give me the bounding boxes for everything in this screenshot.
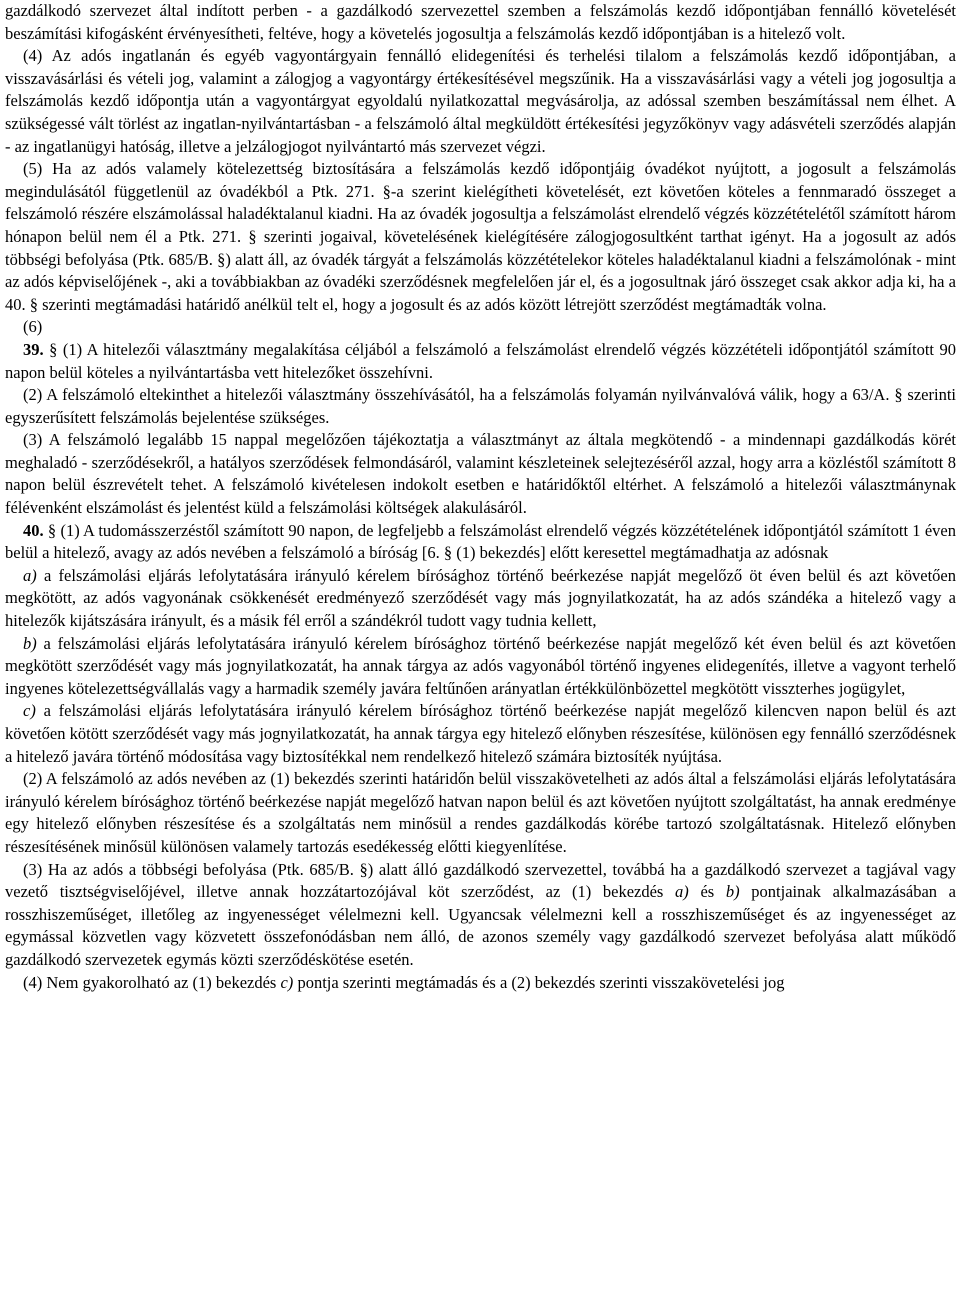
point-a-text: a felszámolási eljárás lefolytatására irányuló kérelem bírósághoz történő beérkezése napját megelőző öt éven belül és azt követően megkötött, az adós vagyonának csökkenését eredményező szerződését vagy más jognyilatkozatát, ha az adós szándéka a hitelező vagy a hitelezők kijátszására irányult, és a másik fél erről a szándékról tudott vagy tudnia kellett, — [5, 565, 956, 631]
section-40-paragraph-2: (2) A felszámoló az adós nevében az (1) bekezdés szerinti határidőn belül visszakövetelheti az adós által a felszámolási eljárás lefolytatására irányuló kérelem bírósághoz történő beérkezése napját megelőző hatvan napon belül és azt követően nyújtott szolgáltatást, ha annak eredménye egy hitelező előnyben részesítése és a szolgáltatás nem minősül a rendes gazdálkodás körébe tartozó szolgáltatásnak. Hitelező előnyben részesítésének minősül különösen valamely tartozás esedékesség előtti kiegyenlítése. — [5, 769, 956, 856]
ref-a-label: a) — [675, 882, 689, 902]
paragraph-3-text-a: (3) Ha az adós a többségi befolyása (Ptk. 685/B. §) alatt álló gazdálkodó szervezettel, továbbá ha a gazdálkodó szervezet a tagjával vagy vezető tisztségviselőjével, illetve annak hozzátartozójával köt szerződést, az (1) bekezdés — [5, 859, 956, 902]
section-number-40: 40. — [23, 520, 44, 540]
section-40-paragraph-4 — [5, 972, 956, 995]
section-39-paragraph-1 — [5, 339, 956, 384]
point-c-label: c) — [23, 701, 36, 721]
paragraph-6: (6) — [23, 317, 43, 337]
section-39-paragraph-3: (3) A felszámoló legalább 15 nappal megelőzően tájékoztatja a választmányt az általa megkötendő - a mindennapi gazdálkodás körét meghaladó - szerződésekről, a hatályos szerződések felmondásáról, valamint készleteinek selejtezéséről azzal, hogy arra a közléstől számított 8 napon belül észrevételt tehet. A felszámoló kivételesen indokolt esetben e határidőktől eltérhet. A felszámoló a hitelezői választmánynak félévenként elszámolást és jelentést küld a felszámolási költségek alakulásáról. — [5, 430, 956, 518]
paragraph-4-text-a: (4) Nem gyakorolható az (1) bekezdés — [23, 972, 281, 992]
point-b-text: a felszámolási eljárás lefolytatására irányuló kérelem bírósághoz történő beérkezése napját megelőző két éven belül és azt követően megkötött szerződését vagy más jognyilatkozatát, ha annak tárgya az adós vagyonából történő ingyenes elidegenítés, illetve a vagyont terhelő ingyenes kötelezettségvállalás vagy a harmadik személy javára feltűnően arányatlan értékkülönbözettel megkötött visszterhes jogügylet, — [5, 633, 956, 698]
paragraph-3-text-c: pontjainak alkalmazásában a rosszhiszeműséget, illetőleg az ingyenességet vélelmezni kell. Ugyancsak vélelmezni kell a rosszhiszeműséget és az ingyenességet az egymással közvetlen vagy közvetett összefonódásban nem álló, de azonos személy vagy gazdálkodó szervezet befolyása alatt működő gazdálkodó szervezetek egymás közti szerződéskötése esetén. — [5, 882, 957, 969]
section-39-text: § (1) A hitelezői választmány megalakítása céljából a felszámoló a felszámolást elrendelő végzés közzétételi időpontjától számított 90 napon belül köteles a nyilvántartásba vett hitelezőket összehívni. — [5, 339, 956, 382]
paragraph-4: (4) Az adós ingatlanán és egyéb vagyontárgyain fennálló elidegenítési és terhelési tilalom a felszámolás kezdő időpontjában, a visszavásárlási és vételi jog, valamint a zálogjog a vagyontárgy értékesítésével megszűnik. Ha a visszavásárlási vagy a vételi jog jogosultja a felszámolás kezdő időpontja után a vagyontárgyat egyoldalú nyilatkozattal megvásárolja, az adóssal szemben beszámítással nem élhet. A szükségessé vált törlést az ingatlan-nyilvántartásban - a felszámoló által megküldött értékesítési jegyzőkönyv vagy adásvételi szerződés alapján - az ingatlanügyi hatóság, illetve a jelzálogjogot nyilvántartó más szervezet végzi. — [5, 46, 956, 156]
paragraph-continuation: gazdálkodó szervezet által indított perben - a gazdálkodó szervezettel szemben a felszámolás kezdő időpontjában fennálló követelését beszámítási kifogásként érvényesítheti, feltéve, hogy a követelés jogosultja a felszámolás kezdő időpontjában is a hitelező volt. — [5, 1, 956, 43]
point-c-text: a felszámolási eljárás lefolytatására irányuló kérelem bírósághoz történő beérkezése napját megelőző kilencven napon belül és azt követően kötött szerződését vagy más jognyilatkozatát, ha annak tárgya egy hitelező előnyben részesítése, különösen egy fennálló szerződésnek a hitelező javára történő módosítása vagy biztosítékkal nem rendelkező hitelező számára biztosíték nyújtása. — [5, 701, 956, 766]
paragraph-5: (5) Ha az adós valamely kötelezettség biztosítására a felszámolás kezdő időpontjáig óvadékot nyújtott, a jogosult a felszámolás megindulásától függetlenül az óvadékból a Ptk. 271. §-a szerint kielégítheti követelését, ezt követően köteles a fennmaradó összeget a felszámoló részére elszámolással haladéktalanul kiadni. Ha az óvadék jogosultja a felszámolást elrendelő végzés közzétételétől számított három hónapon belül nem él a Ptk. 271. § szerinti jogaival, követelésének kielégítésére zálogjogosultként tarthat igényt. Ha a jogosult az adós többségi befolyása (Ptk. 685/B. §) alatt áll, az óvadék tárgyát a felszámolás közzétételekor köteles haladéktalanul kiadni a felszámolónak - mint az adós képviselőjének -, aki a továbbiakban az óvadéki szerződésnek megfelelően jár el, és a jogosultnak járó összeget csak akkor adja ki, ha a 40. § szerinti megtámadási határidő anélkül telt el, hogy a jogosult és az adós között létrejött szerződést megtámadták volna. — [5, 159, 956, 314]
point-b-label: b) — [23, 633, 37, 653]
point-b — [5, 633, 956, 701]
point-a — [5, 565, 956, 633]
paragraph-4-text-b: pontja szerinti megtámadás és a (2) bekezdés szerinti visszakövetelési jog — [293, 972, 785, 992]
section-40-paragraph-1 — [5, 520, 956, 565]
point-c — [5, 700, 956, 768]
section-40-paragraph-3 — [5, 859, 956, 972]
section-39-paragraph-2: (2) A felszámoló eltekinthet a hitelezői választmány összehívásától, ha a felszámolás folyamán nyilvánvalóvá válik, hogy a 63/A. § szerinti egyszerűsített felszámolás bejelentése szükséges. — [5, 385, 956, 427]
point-a-label: a) — [23, 565, 37, 585]
section-40-text: § (1) A tudomásszerzéstől számított 90 napon, de legfeljebb a felszámolást elrendelő végzés közzétételének időpontjától számított 1 éven belül a hitelező, avagy az adós nevében a felszámoló a bíróság [6. § (1) bekezdés] előtt keresettel megtámadhatja az adósnak — [5, 520, 956, 563]
ref-c-label: c) — [280, 972, 294, 992]
paragraph-3-text-b: és — [688, 882, 726, 902]
section-number-39: 39. — [23, 339, 44, 359]
ref-b-label: b) — [725, 882, 740, 902]
